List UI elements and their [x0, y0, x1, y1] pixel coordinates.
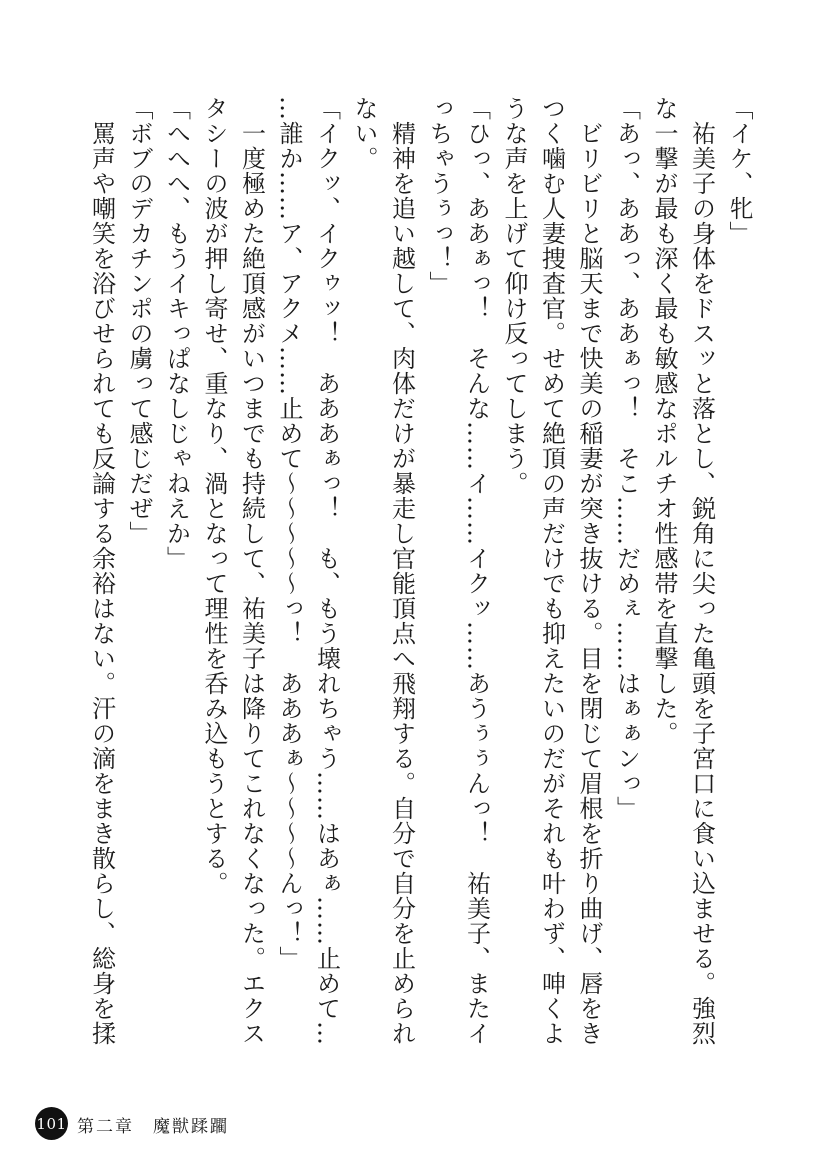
- text-column: っちゃうぅっ！」: [425, 96, 453, 296]
- novel-text-block: [82, 96, 757, 1048]
- text-column: な一撃が最も深く最も敏感なポルチオ性感帯を直撃した。: [650, 96, 678, 746]
- text-column: つく噛む人妻捜査官。せめて絶頂の声だけでも抑えたいのだがそれも叶わず、呻くよ: [537, 96, 566, 1046]
- text-column: うな声を上げて仰け反ってしまう。: [500, 96, 528, 496]
- text-column: …誰か……ア、アクメ……止めて～～～～～っ！ あああぁ～～～～んっ！」: [275, 96, 303, 971]
- text-column: 「へへへ、もうイキっぱなしじゃねえか」: [162, 96, 191, 571]
- text-column: タシーの波が押し寄せ、重なり、渦となって理性を呑み込もうとする。: [200, 96, 228, 896]
- page-footer: [0, 1100, 827, 1150]
- text-column: 「ひっ、ああぁっ！ そんな……イ……イクッ……あうぅぅんっ！ 祐美子、またイ: [462, 96, 491, 1046]
- text-column: 「ボブのデカチンポの虜って感じだぜ」: [125, 96, 153, 546]
- text-column: 祐美子の身体をドスッと落とし、鋭角に尖った亀頭を子宮口に食い込ませる。強烈: [687, 96, 716, 1046]
- page-number: 101: [36, 1114, 67, 1133]
- text-column: 一度極めた絶頂感がいつまでも持続して、祐美子は降りてこれなくなった。エクス: [237, 96, 266, 1046]
- text-column: ビリビリと脳天まで快美の稲妻が突き抜ける。目を閉じて眉根を折り曲げ、唇をき: [575, 96, 603, 1046]
- chapter-title: 第二章 魔獣蹂躙: [77, 1117, 229, 1137]
- text-column: 「イケ、牝」: [725, 96, 753, 246]
- text-column: 罵声や嘲笑を浴びせられても反論する余裕はない。汗の滴をまき散らし、総身を揉: [87, 96, 116, 1046]
- text-column: 「イクッ、イクゥッ！ あああぁっ！ も、もう壊れちゃう……はあぁ……止めて…: [312, 96, 341, 1046]
- text-column: 「あっ、ああっ、ああぁっ！ そこ……だめぇ……はぁぁンっ」: [612, 96, 641, 821]
- page-number-badge: [35, 1107, 68, 1140]
- text-column: ない。: [350, 96, 378, 171]
- text-column: 精神を追い越して、肉体だけが暴走し官能頂点へ飛翔する。自分で自分を止められ: [387, 96, 416, 1046]
